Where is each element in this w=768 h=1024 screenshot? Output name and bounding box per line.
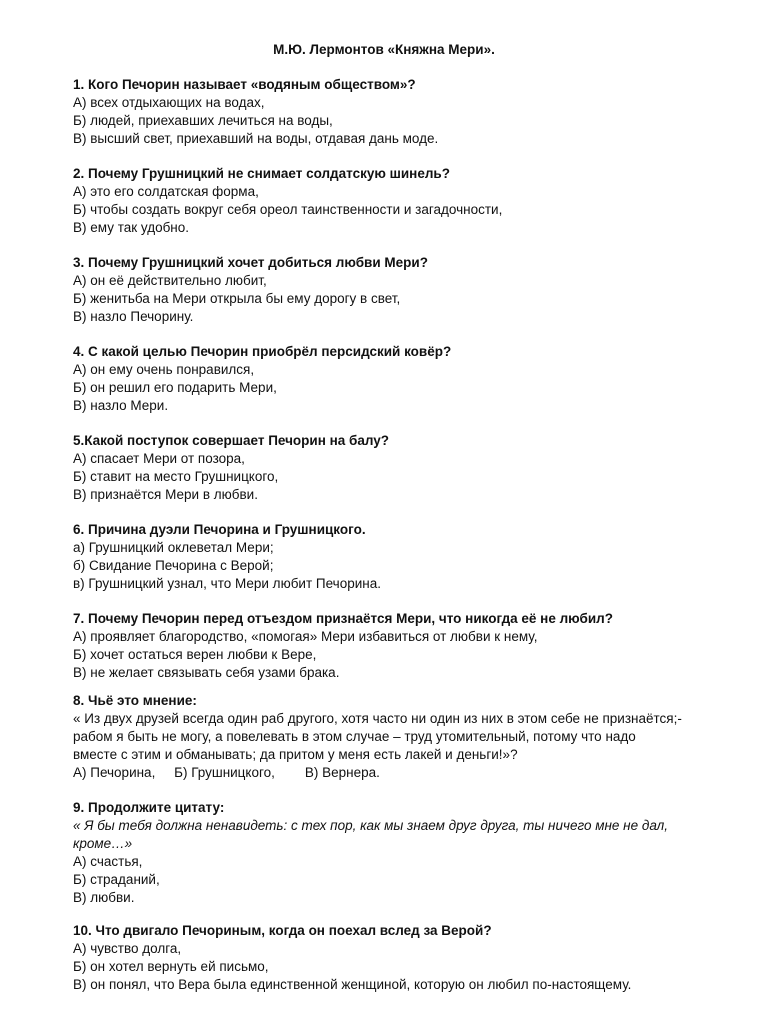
quote-line: « Я бы тебя должна ненавидеть: с тех пор, как мы знаем друг друга, ты ничего мне не дал, xyxy=(73,818,669,833)
question-6 xyxy=(73,521,723,593)
question-text: 1. Кого Печорин называет «водяным обществом»? xyxy=(73,77,416,92)
answer-option: В) назло Печорину. xyxy=(73,309,194,324)
answer-option: А) спасает Мери от позора, xyxy=(73,451,245,466)
answer-option: Б) ставит на место Грушницкого, xyxy=(73,469,279,484)
question-text: 5.Какой поступок совершает Печорин на балу? xyxy=(73,433,390,448)
answer-option: В) Вернера. xyxy=(304,765,380,780)
answer-option: В) высший свет, приехавший на воды, отдавая дань моде. xyxy=(73,131,439,146)
question-2 xyxy=(73,165,723,237)
question-text: 2. Почему Грушницкий не снимает солдатскую шинель? xyxy=(73,166,450,181)
answer-option: В) ему так удобно. xyxy=(73,220,190,235)
answer-option: В) назло Мери. xyxy=(73,398,169,413)
answer-option: А) Печорина, xyxy=(73,765,156,780)
quote-line: рабом я быть не могу, а повелевать в этом случае – труд утомительный, потому что надо xyxy=(73,729,636,744)
answer-option: А) он её действительно любит, xyxy=(73,273,267,288)
answer-option: а) Грушницкий оклеветал Мери; xyxy=(73,540,274,555)
question-text: 10. Что двигало Печориным, когда он поехал вслед за Верой? xyxy=(73,923,492,938)
question-7 xyxy=(73,610,723,682)
answer-option: Б) хочет остаться верен любви к Вере, xyxy=(73,647,317,662)
answer-option: А) это его солдатская форма, xyxy=(73,184,259,199)
answer-option: Б) Грушницкого, xyxy=(174,765,275,780)
answer-option: Б) он хотел вернуть ей письмо, xyxy=(73,959,269,974)
answer-option: Б) чтобы создать вокруг себя ореол таинственности и загадочности, xyxy=(73,202,503,217)
question-text: 7. Почему Печорин перед отъездом признаётся Мери, что никогда её не любил? xyxy=(73,611,613,626)
answer-option: А) всех отдыхающих на водах, xyxy=(73,95,265,110)
question-8 xyxy=(73,692,723,782)
quote-line: « Из двух друзей всегда один раб другого, хотя часто ни один из них в этом себе не признаётся;- xyxy=(73,711,682,726)
answer-option: Б) людей, приехавших лечиться на воды, xyxy=(73,113,333,128)
question-3 xyxy=(73,254,723,326)
answer-option: А) чувство долга, xyxy=(73,941,182,956)
question-text: 4. С какой целью Печорин приобрёл персидский ковёр? xyxy=(73,344,452,359)
answer-options-row xyxy=(73,764,723,782)
question-5 xyxy=(73,432,723,504)
question-10 xyxy=(73,922,723,994)
answer-option: А) проявляет благородство, «помогая» Мери избавиться от любви к нему, xyxy=(73,629,538,644)
question-1 xyxy=(73,76,723,148)
answer-option: Б) страданий, xyxy=(73,872,160,887)
document-title: М.Ю. Лермонтов «Княжна Мери». xyxy=(273,42,495,57)
answer-option: б) Свидание Печорина с Верой; xyxy=(73,558,274,573)
question-4 xyxy=(73,343,723,415)
answer-option: В) не желает связывать себя узами брака. xyxy=(73,665,340,680)
answer-option: Б) женитьба на Мери открыла бы ему дорогу в свет, xyxy=(73,291,401,306)
answer-option: В) признаётся Мери в любви. xyxy=(73,487,258,502)
answer-option: А) счастья, xyxy=(73,854,143,869)
question-text: 3. Почему Грушницкий хочет добиться любви Мери? xyxy=(73,255,428,270)
quote-line: вместе с этим и обманывать; да притом у меня есть лакей и деньги!»? xyxy=(73,747,518,762)
question-text: 6. Причина дуэли Печорина и Грушницкого. xyxy=(73,522,366,537)
quote-line: кроме…» xyxy=(73,836,133,851)
question-text: 9. Продолжите цитату: xyxy=(73,800,225,815)
answer-option: В) любви. xyxy=(73,890,135,905)
question-text: 8. Чьё это мнение: xyxy=(73,693,197,708)
answer-option: А) он ему очень понравился, xyxy=(73,362,255,377)
answer-option: в) Грушницкий узнал, что Мери любит Печорина. xyxy=(73,576,381,591)
answer-option: Б) он решил его подарить Мери, xyxy=(73,380,277,395)
answer-option: В) он понял, что Вера была единственной женщиной, которую он любил по-настоящему. xyxy=(73,977,632,992)
question-9 xyxy=(73,799,723,907)
